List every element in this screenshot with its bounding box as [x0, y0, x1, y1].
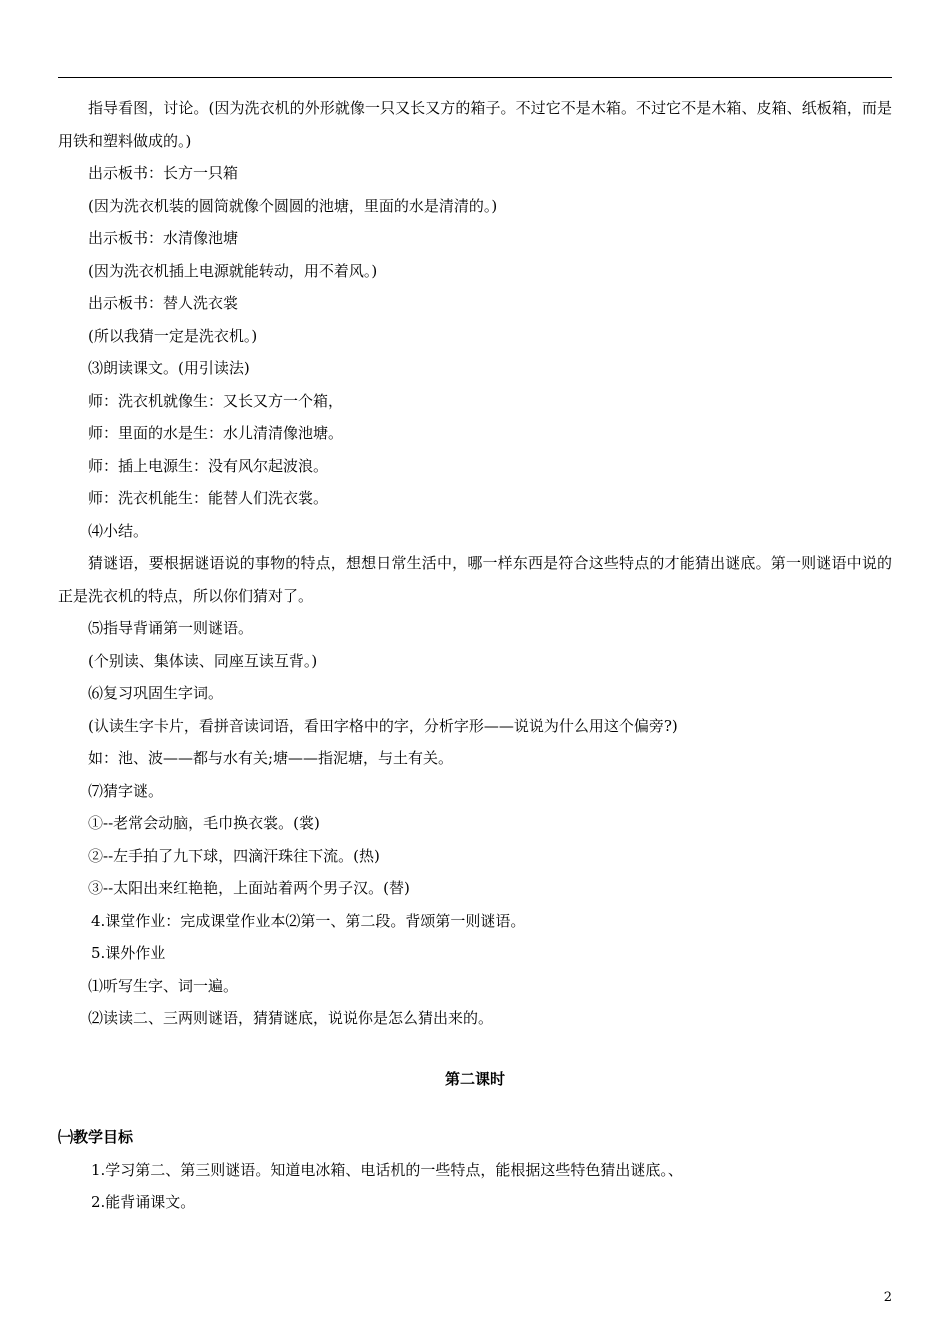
text-line: ⑵读读二、三两则谜语，猜猜谜底，说说你是怎么猜出来的。 — [88, 1009, 494, 1027]
text-line: ⑶朗读课文。(用引读法) — [88, 359, 250, 377]
goal-item: 1.学习第二、第三则谜语。知道电冰箱、电话机的一些特点，能根据这些特色猜出谜底。、 — [91, 1160, 683, 1179]
block-c — [58, 905, 892, 970]
goal-item: 2.能背诵课文。 — [91, 1193, 196, 1211]
text-line: ①--老常会动脑，毛巾换衣裳。(裳) — [88, 814, 320, 832]
text-line: 师：洗衣机就像生：又长又方一个箱， — [88, 391, 344, 410]
header-rule — [58, 77, 892, 78]
text-line: ②--左手拍了九下球，四滴汗珠往下流。(热) — [88, 846, 380, 865]
text-line: 师：插上电源生：没有风尔起波浪。 — [88, 456, 329, 475]
text-line: ⑹复习巩固生字词。 — [88, 684, 224, 702]
text-line: (因为洗衣机插上电源就能转动，用不着风。) — [88, 261, 378, 280]
text-line: ⑴听写生字、词一遍。 — [88, 976, 239, 995]
text-line: 4.课堂作业：完成课堂作业本⑵第一、第二段。背颂第一则谜语。 — [91, 911, 526, 930]
text-line: (因为洗衣机装的圆筒就像个圆圆的池塘，里面的水是清清的。) — [88, 196, 498, 215]
text-line: 师：里面的水是生：水儿清清像池塘。 — [88, 424, 344, 442]
paragraph-summary: 猜谜语，要根据谜语说的事物的特点，想想日常生活中，哪一样东西是符合这些特点的才能猜出谜底。第一则谜语中说的正是洗衣机的特点，所以你们猜对了。 — [58, 554, 892, 605]
block-b — [58, 612, 892, 905]
goals-list — [58, 1154, 892, 1219]
block-d — [58, 970, 892, 1035]
text-line: 5.课外作业 — [91, 944, 166, 962]
text-line: 如：池、波——都与水有关;塘——指泥塘，与土有关。 — [88, 749, 454, 767]
lesson-heading: 第二课时 — [444, 1069, 505, 1088]
paragraph-discussion: 指导看图，讨论。(因为洗衣机的外形就像一只又长又方的箱子。不过它不是木箱。不过它不是木箱、皮箱、纸板箱，而是用铁和塑料做成的。) — [58, 99, 892, 150]
text-line: ⑸指导背诵第一则谜语。 — [88, 619, 254, 637]
section-title: ㈠教学目标 — [58, 1128, 134, 1146]
text-line: 出示板书：长方一只箱 — [88, 164, 239, 182]
text-line: ⑷小结。 — [88, 521, 149, 540]
text-line: 师：洗衣机能生：能替人们洗衣裳。 — [88, 489, 329, 507]
text-line: (个别读、集体读、同座互读互背。) — [88, 651, 318, 670]
text-line: ③--太阳出来红艳艳，上面站着两个男子汉。(替) — [88, 879, 410, 897]
text-line: (认读生字卡片，看拼音读词语，看田字格中的字，分析字形——说说为什么用这个偏旁?) — [88, 716, 678, 735]
text-line: 出示板书：水清像池塘 — [88, 229, 239, 247]
text-line: ⑺猜字谜。 — [88, 781, 164, 800]
text-line: 出示板书：替人洗衣裳 — [88, 294, 239, 312]
page-number: 2 — [883, 1290, 892, 1305]
document-body — [58, 92, 892, 1219]
text-line: (所以我猜一定是洗衣机。) — [88, 326, 258, 345]
block-a — [58, 157, 892, 547]
